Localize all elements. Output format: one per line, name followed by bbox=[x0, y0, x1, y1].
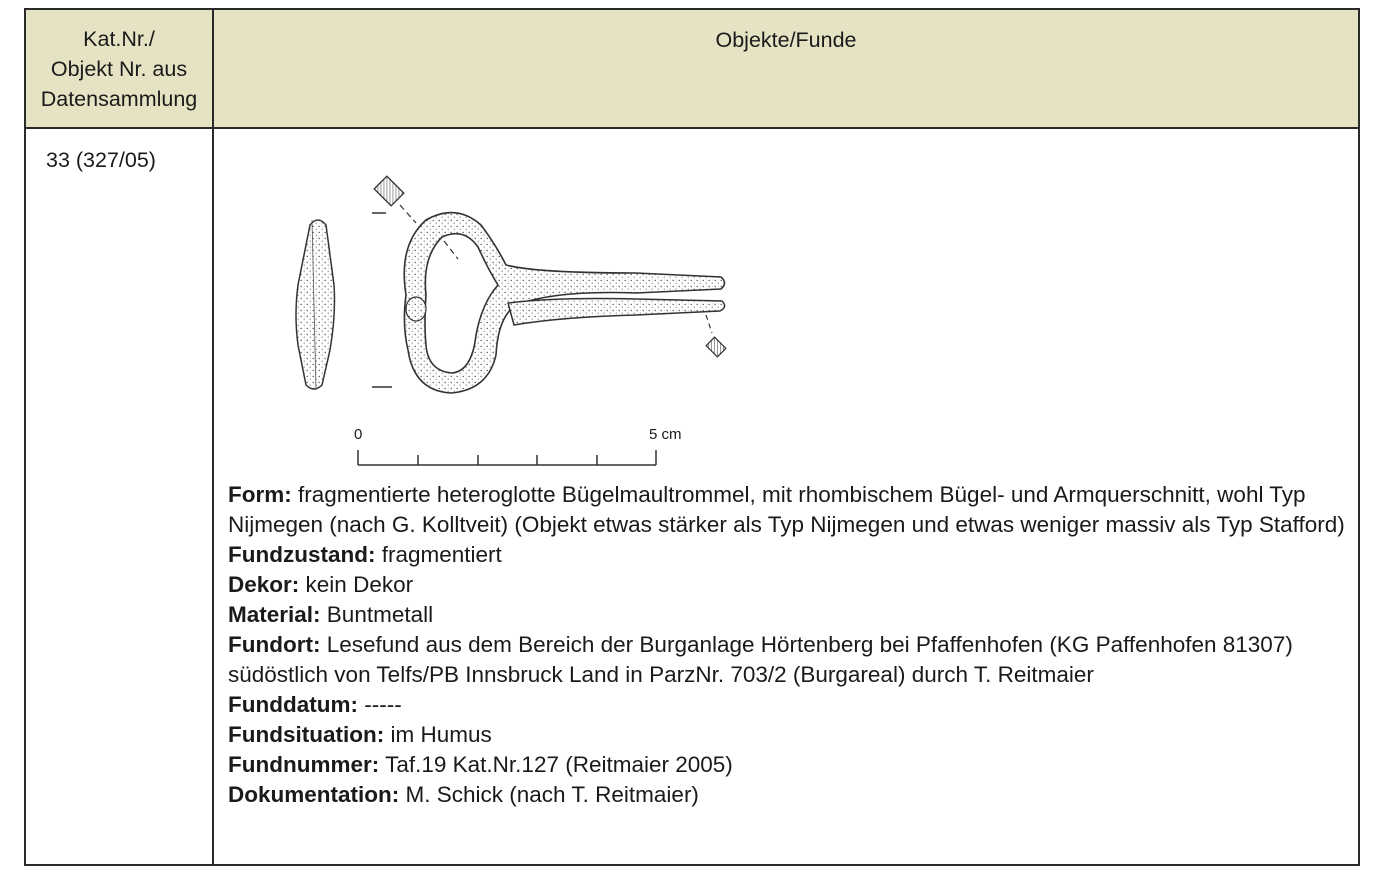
field-label: Fundort: bbox=[228, 632, 321, 657]
field-label: Fundsituation: bbox=[228, 722, 385, 747]
field-label: Material: bbox=[228, 602, 321, 627]
field-find-location bbox=[228, 630, 1348, 690]
field-value: M. Schick (nach T. Reitmaier) bbox=[405, 782, 699, 807]
field-label: Fundnummer: bbox=[228, 752, 380, 777]
field-value: im Humus bbox=[390, 722, 492, 747]
cross-section-arm bbox=[706, 337, 726, 357]
field-find-situation bbox=[228, 720, 1348, 750]
field-label: Dekor: bbox=[228, 572, 300, 597]
field-decoration bbox=[228, 570, 1348, 600]
field-find-date bbox=[228, 690, 1348, 720]
header-objects-label: Objekte/Funde bbox=[715, 28, 857, 52]
field-condition bbox=[228, 540, 1348, 570]
field-find-number bbox=[228, 750, 1348, 780]
catalog-number: 33 (327/05) bbox=[46, 148, 156, 172]
scale-start-label: 0 bbox=[354, 426, 363, 443]
column-divider bbox=[212, 10, 214, 864]
field-label: Form: bbox=[228, 482, 292, 507]
table-header-row bbox=[26, 10, 1358, 127]
field-label: Fundzustand: bbox=[228, 542, 376, 567]
object-drawing bbox=[276, 165, 746, 475]
header-cell-catalog-number bbox=[26, 10, 212, 127]
scale-bar bbox=[358, 450, 656, 465]
catalog-table bbox=[24, 8, 1360, 866]
scale-end-label: 5 cm bbox=[649, 426, 682, 443]
field-value: kein Dekor bbox=[305, 572, 414, 597]
header-cell-objects bbox=[214, 10, 1358, 127]
field-label: Dokumentation: bbox=[228, 782, 400, 807]
cross-section-top bbox=[374, 176, 404, 206]
field-value: fragmentiert bbox=[381, 542, 502, 567]
object-description bbox=[228, 480, 1348, 810]
field-material bbox=[228, 600, 1348, 630]
field-value: Buntmetall bbox=[326, 602, 434, 627]
field-documentation bbox=[228, 780, 1348, 810]
field-value: fragmentierte heteroglotte Bügelmaultrommel, mit rhombischem Bügel- und Armquerschnitt, wohl Typ Nijmegen (nach G. Kolltveit) (Objekt etwas stärker als Typ Nijmegen und etwas weniger massiv als Typ Stafford) bbox=[228, 482, 1345, 537]
field-value: Lesefund aus dem Bereich der Burganlage Hörtenberg bei Pfaffenhofen (KG Paffenhofen 81307) südöstlich von Telfs/PB Innsbruck Land in ParzNr. 703/2 (Burgareal) durch T. Reitmaier bbox=[228, 632, 1293, 687]
field-form bbox=[228, 480, 1348, 540]
header-catalog-number-label: Kat.Nr./ Objekt Nr. aus Datensammlung bbox=[40, 26, 198, 111]
field-label: Funddatum: bbox=[228, 692, 358, 717]
header-divider bbox=[26, 127, 1358, 129]
field-value: Taf.19 Kat.Nr.127 (Reitmaier 2005) bbox=[385, 752, 733, 777]
field-value: ----- bbox=[364, 692, 402, 717]
